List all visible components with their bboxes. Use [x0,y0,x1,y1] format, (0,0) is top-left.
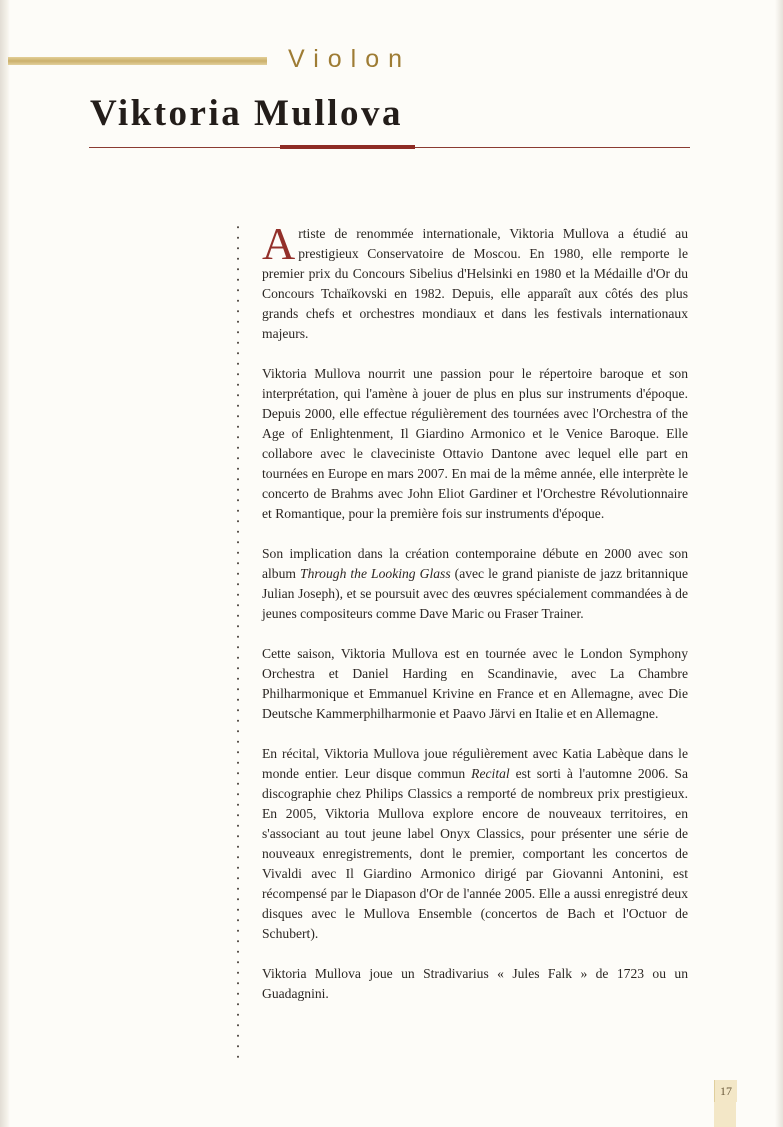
paragraph-season: Cette saison, Viktoria Mullova est en tournée avec le London Symphony Orchestra et Daniel Harding en Scandinavie, avec La Chambre Philharmonique et Emmanuel Krivine en France et en Allemagne, avec Die Deutsche Kammerphilharmonie et Paavo Järvi en Italie et en Allemagne. [262,646,688,721]
paragraph-intro [262,218,688,344]
title-rule-accent [280,145,415,149]
section-label: Violon [288,45,412,73]
album-title-looking-glass: Through the Looking Glass [300,566,451,581]
paragraph-baroque: Viktoria Mullova nourrit une passion pour le répertoire baroque et son interprétation, qui l'amène à jouer de plus en plus sur instruments d'époque. Depuis 2000, elle effectue régulièrement des tournées avec l'Orchestra of the Age of Enlightenment, Il Giardino Armonico et le Venice Baroque. Elle collabore avec le claveciniste Ottavio Dantone avec lequel elle part en tournées en Europe en mars 2007. En mai de la même année, elle interprète le concerto de Brahms avec John Eliot Gardiner et l'Orchestre Révolutionnaire et Romantique, pour la première fois sur instruments d'époque. [262,366,688,521]
biography-text [262,218,689,1004]
paragraph-recital-text-2: est sorti à l'automne 2006. Sa discographie chez Philips Classics a remporté de nombreux prix prestigieux. En 2005, Viktoria Mullova explore encore de nouveaux territoires, en s'associant au tout jeune label Onyx Classics, pour présenter une série de nouveaux enregistrements, dont le premier, comportant les concertos de Vivaldi avec Il Giardino Armonico dirigé par Giovanni Antonini, est récompensé par le Diapason d'Or de l'année 2005. Elle a aussi enregistré deux disques avec le Mullova Ensemble (concertos de Bach et l'Octuor de Schubert). [262,766,689,941]
scan-edge-left [0,0,10,1127]
paragraph-intro-text: rtiste de renommée internationale, Viktoria Mullova a étudié au prestigieux Conservatoire de Moscou. En 1980, elle remporte le premier prix du Concours Sibelius d'Helsinki en 1980 et la Médaille d'Or du Concours Tchaïkovski en 1982. Depuis, elle apparaît aux côtés des plus grands chefs et orchestres mondiaux et dans les festivals internationaux majeurs. [262,226,688,341]
paragraph-contemporary-text-1: Son implication dans la création contemporaine débute en 2000 avec son album [262,546,688,581]
paragraph-recital [262,744,688,944]
paragraph-recital-text-1: En récital, Viktoria Mullova joue régulièrement avec Katia Labèque dans le monde entier. Leur disque commun [262,746,688,781]
page-number: 17 [714,1080,737,1102]
drop-cap: A [262,218,296,269]
scan-edge-right [775,0,783,1127]
header-gold-bar [8,57,267,65]
artist-name: Viktoria Mullova [90,93,404,134]
page-number-strip [714,1102,736,1127]
album-title-recital: Recital [471,766,510,781]
paragraph-contemporary [262,544,688,624]
dotted-margin-line [236,222,240,1062]
paragraph-contemporary-text-2: (avec le grand pianiste de jazz britannique Julian Joseph), et se poursuit avec des œuvres spécialement commandées à de jeunes compositeurs comme Dave Maric ou Fraser Trainer. [262,566,688,621]
paragraph-instruments: Viktoria Mullova joue un Stradivarius « Jules Falk » de 1723 ou un Guadagnini. [262,966,688,1001]
